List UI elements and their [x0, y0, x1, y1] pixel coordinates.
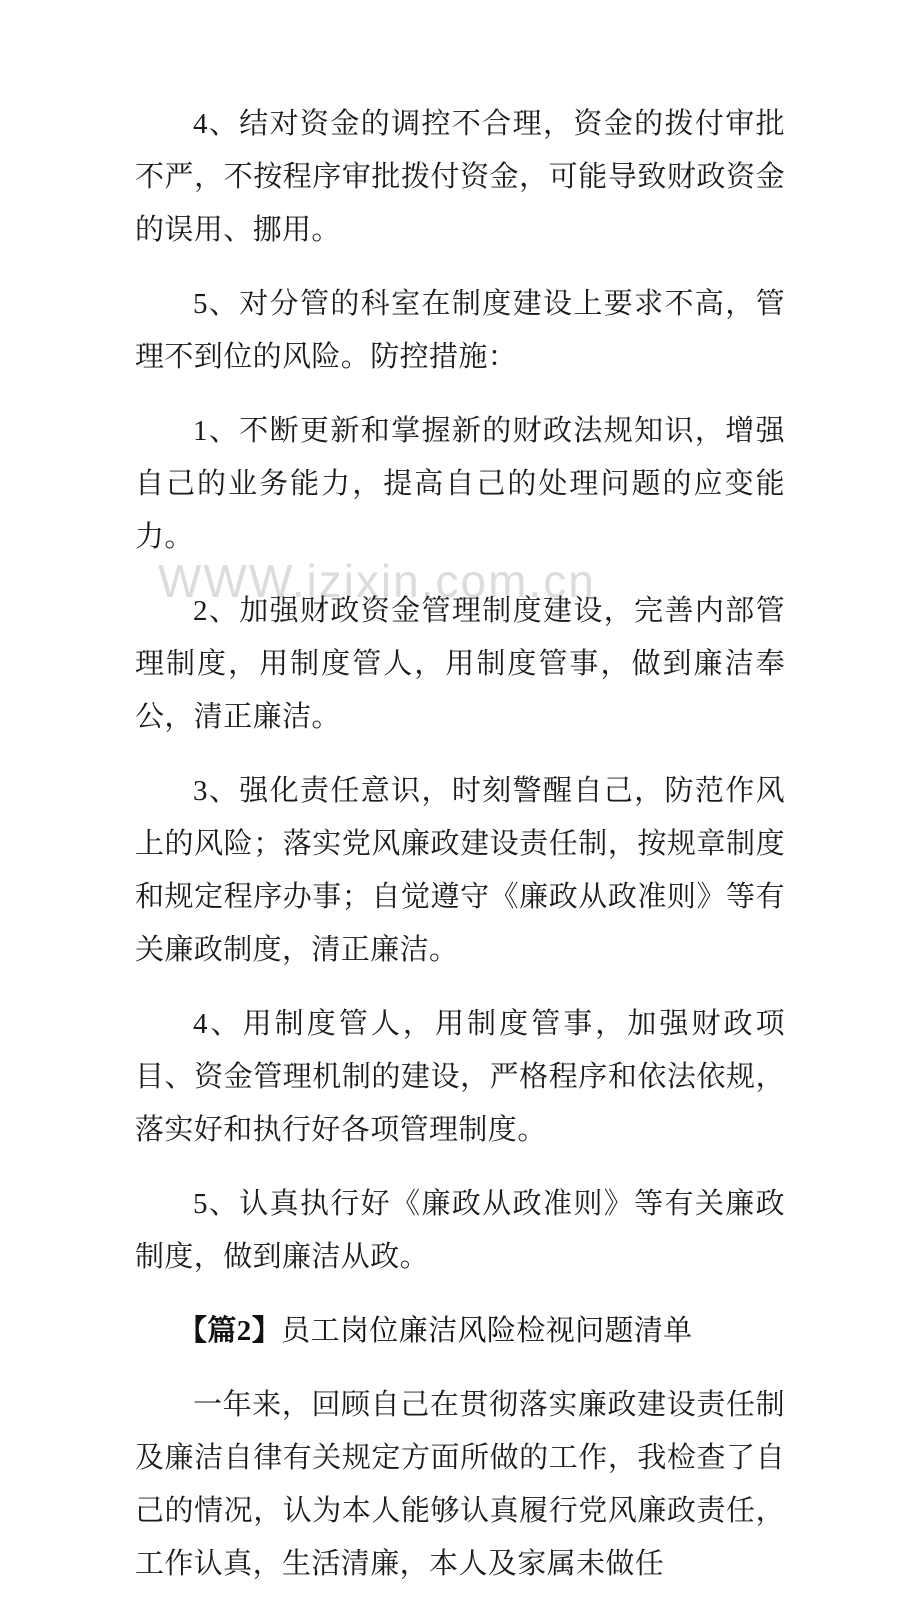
section-heading-title: 员工岗位廉洁风险检视问题清单 — [281, 1315, 693, 1347]
paragraph-measure-item-3: 3、强化责任意识，时刻警醒自己，防范作风上的风险；落实党风廉政建设责任制，按规章制度和规定程序办事；自觉遵守《廉政从政准则》等有关廉政制度，清正廉洁。 — [135, 775, 785, 966]
paragraph-measure-item-1: 1、不断更新和掌握新的财政法规知识，增强自己的业务能力，提高自己的处理问题的应变能力。 — [135, 415, 785, 553]
paragraph-risk-item-4: 4、结对资金的调控不合理，资金的拨付审批不严，不按程序审批拨付资金，可能导致财政资金的误用、挪用。 — [135, 108, 785, 246]
document-body — [135, 98, 785, 1612]
section-heading-pian-2 — [135, 1305, 785, 1358]
paragraph-section-2-intro: 一年来，回顾自己在贯彻落实廉政建设责任制及廉洁自律有关规定方面所做的工作，我检查了自己的情况，认为本人能够认真履行党风廉政责任，工作认真，生活清廉，本人及家属未做任 — [135, 1389, 785, 1580]
section-heading-tag: 【篇2】 — [178, 1315, 282, 1347]
paragraph-measure-item-4: 4、用制度管人，用制度管事，加强财政项目、资金管理机制的建设，严格程序和依法依规，落实好和执行好各项管理制度。 — [135, 1008, 785, 1146]
paragraph-measure-item-5: 5、认真执行好《廉政从政准则》等有关廉政制度，做到廉洁从政。 — [135, 1188, 785, 1273]
paragraph-measure-item-2: 2、加强财政资金管理制度建设，完善内部管理制度，用制度管人，用制度管事，做到廉洁奉公，清正廉洁。 — [135, 595, 785, 733]
site-watermark: WWW.izixin.com.cn — [158, 555, 596, 607]
paragraph-risk-item-5: 5、对分管的科室在制度建设上要求不高，管理不到位的风险。防控措施： — [135, 288, 785, 373]
